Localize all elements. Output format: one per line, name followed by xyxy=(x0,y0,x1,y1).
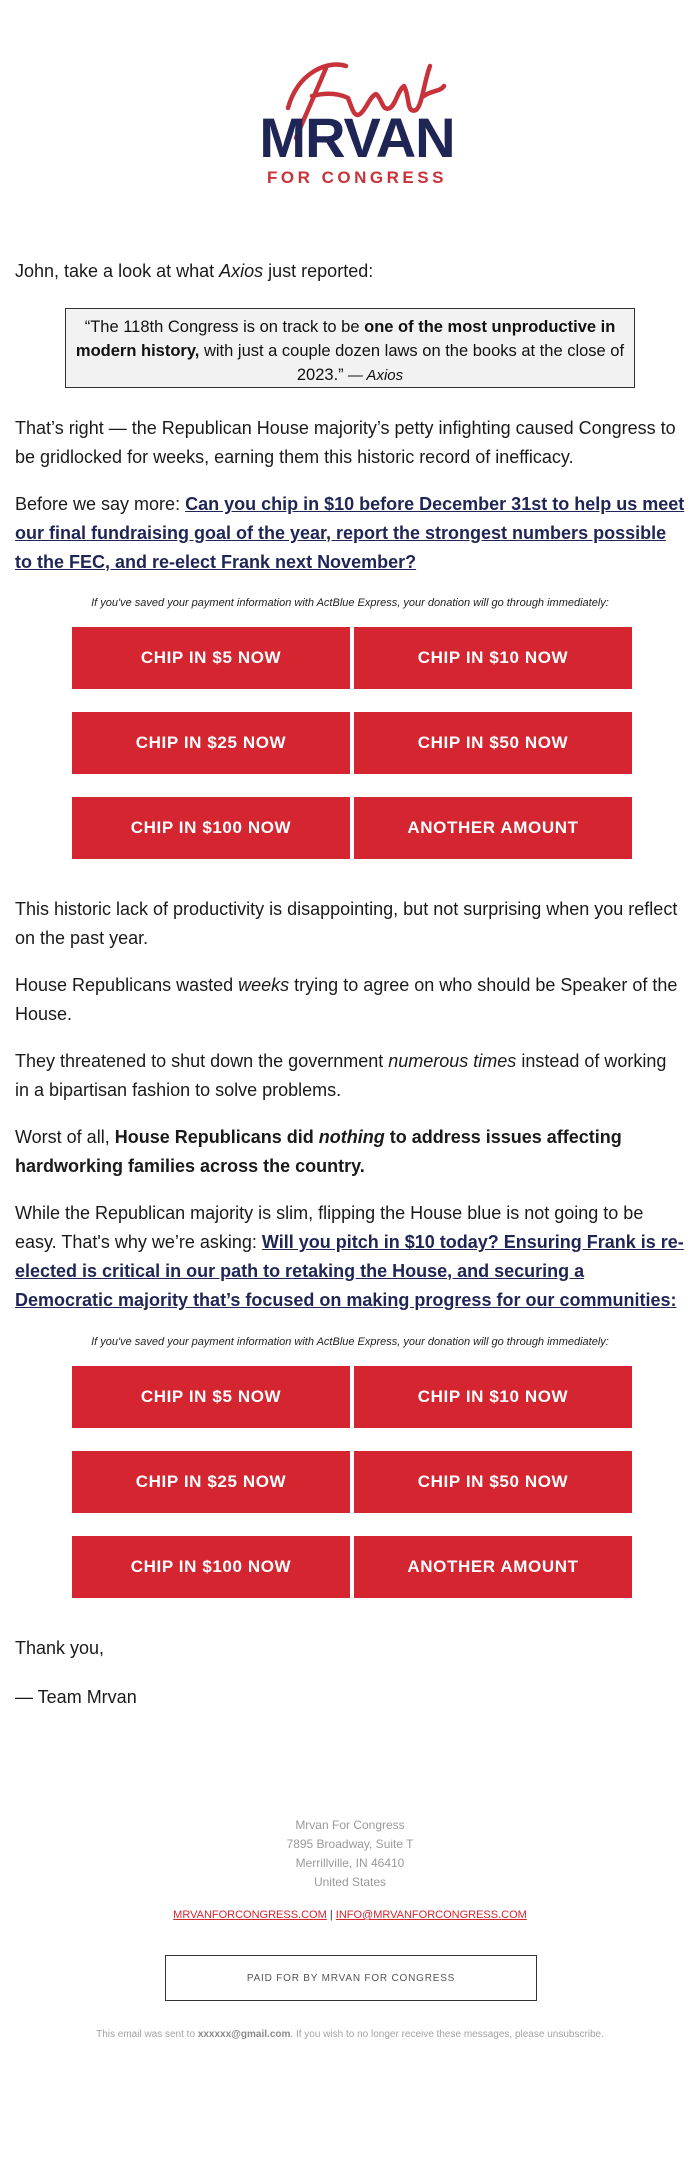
paragraph-worst: Worst of all, House Republicans did nothing to address issues affecting hardworking families across the country. xyxy=(15,1127,622,1176)
axios-quote: “The 118th Congress is on track to be one of the most unproductive in modern history, with just a couple dozen laws on the books at the close of 2023.” — Axios xyxy=(65,308,635,388)
another-amount-button[interactable]: ANOTHER AMOUNT xyxy=(354,1536,632,1598)
actblue-note-1: If you've saved your payment information with ActBlue Express, your donation will go through immediately: xyxy=(91,597,609,609)
intro-text: John, take a look at what Axios just reported: xyxy=(15,261,374,281)
paragraph-ask-2: While the Republican majority is slim, flipping the House blue is not going to be easy. That's why we’re asking: Will you pitch in $10 today? Ensuring Frank is re-elected is critical in our path to retaking the House, and securing a Democratic majority that’s focused on making progress for our communities: xyxy=(15,1203,684,1310)
signoff-team: — Team Mrvan xyxy=(15,1687,137,1707)
footer-city: Merrillville, IN 46410 xyxy=(295,1856,405,1870)
chip-in-25-button[interactable]: CHIP IN $25 NOW xyxy=(72,712,350,774)
donate-link-2[interactable]: Will you pitch in $10 today? Ensuring Frank is re-elected is critical in our path to retaking the House, and securing a Democratic majority that’s focused on making progress for our communities: xyxy=(15,1232,684,1310)
chip-in-50-button[interactable]: CHIP IN $50 NOW xyxy=(354,712,632,774)
footer-org: Mrvan For Congress xyxy=(295,1818,405,1832)
paragraph-speaker: House Republicans wasted weeks trying to agree on who should be Speaker of the House. xyxy=(15,975,678,1024)
chip-in-50-button[interactable]: CHIP IN $50 NOW xyxy=(354,1451,632,1513)
chip-in-100-button[interactable]: CHIP IN $100 NOW xyxy=(72,1536,350,1598)
footer-links xyxy=(0,1909,700,1921)
source-name: Axios xyxy=(219,261,264,281)
actblue-note-2: If you've saved your payment information with ActBlue Express, your donation will go through immediately: xyxy=(91,1336,609,1348)
chip-in-100-button[interactable]: CHIP IN $100 NOW xyxy=(72,797,350,859)
chip-in-10-button[interactable]: CHIP IN $10 NOW xyxy=(354,627,632,689)
recipient-email: xxxxxx@gmail.com xyxy=(197,2029,291,2040)
chip-in-25-button[interactable]: CHIP IN $25 NOW xyxy=(72,1451,350,1513)
paid-for-disclaimer: PAID FOR BY MRVAN FOR CONGRESS xyxy=(165,1955,537,2001)
another-amount-button[interactable]: ANOTHER AMOUNT xyxy=(354,797,632,859)
logo-last-name: MRVAN xyxy=(259,106,455,169)
email-link[interactable]: INFO@MRVANFORCONGRESS.COM xyxy=(335,1909,527,1921)
paragraph-ask-1: Before we say more: Can you chip in $10 before December 31st to help us meet our final fundraising goal of the year, report the strongest numbers possible to the FEC, and re-elect Frank next November? xyxy=(15,494,685,572)
signoff-thanks: Thank you, xyxy=(15,1638,105,1658)
donate-link-1[interactable]: Can you chip in $10 before December 31st to help us meet our final fundraising goal of the year, report the strongest numbers possible to the FEC, and re-elect Frank next November? xyxy=(15,494,685,572)
unsubscribe-notice: This email was sent to xxxxxx@gmail.com. If you wish to no longer receive these messages, please unsubscribe. xyxy=(96,2029,604,2040)
website-link[interactable]: MRVANFORCONGRESS.COM xyxy=(173,1909,327,1921)
paragraph-shutdown: They threatened to shut down the government numerous times instead of working in a bipartisan fashion to solve problems. xyxy=(15,1051,667,1100)
paragraph-productivity: This historic lack of productivity is disappointing, but not surprising when you reflect on the past year. xyxy=(15,899,678,948)
chip-in-5-button[interactable]: CHIP IN $5 NOW xyxy=(72,1366,350,1428)
footer-country: United States xyxy=(313,1875,387,1889)
chip-in-5-button[interactable]: CHIP IN $5 NOW xyxy=(72,627,350,689)
logo-tagline: FOR CONGRESS xyxy=(267,168,447,187)
footer-street: 7895 Broadway, Suite T xyxy=(286,1837,414,1851)
campaign-logo xyxy=(236,52,478,198)
link-separator: | xyxy=(329,1909,333,1921)
paragraph-gridlock: That’s right — the Republican House majority’s petty infighting caused Congress to be gridlocked for weeks, earning them this historic record of inefficacy. xyxy=(15,418,676,467)
chip-in-10-button[interactable]: CHIP IN $10 NOW xyxy=(354,1366,632,1428)
